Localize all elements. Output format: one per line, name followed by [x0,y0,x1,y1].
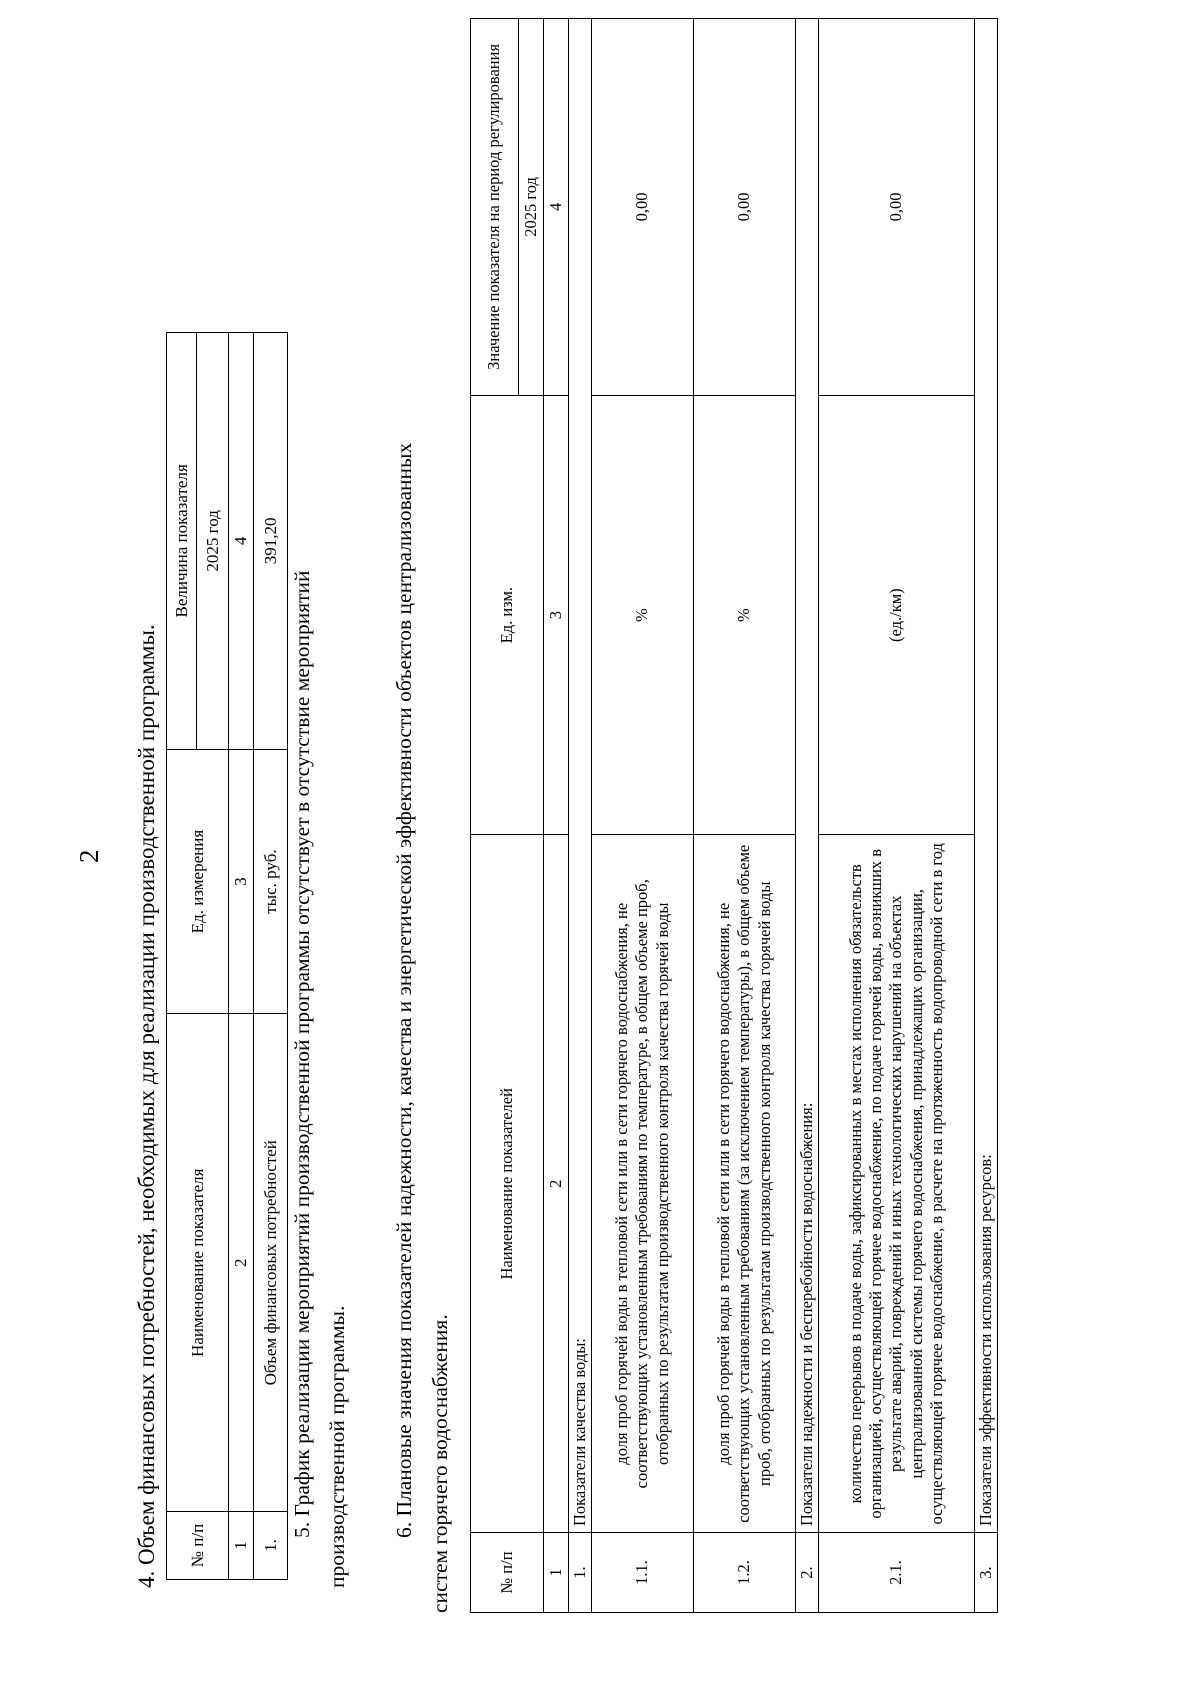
table6-row-num: 2. [796,1533,819,1613]
table6-header-year: 2025 год [519,19,544,396]
table6-row-value: 0,00 [819,19,975,396]
table6-row-num: 1.1. [592,1533,694,1613]
table4-row-value: 391,20 [254,333,288,750]
table6-header-value: Значение показателя на период регулирования [471,19,519,396]
table6-row-num: 1. [569,1533,592,1613]
table6-row-num: 1.2. [694,1533,796,1613]
table6-colnum: 2 [544,835,569,1533]
table4-colnum: 1 [229,1512,254,1580]
table6-row-value: 0,00 [694,19,796,396]
table4-row-num: 1. [254,1512,288,1580]
table4-header-value: Величина показателя [167,333,197,750]
table6-row-name: доля проб горячей воды в тепловой сети или в сети горячего водоснабжения, не соответствующих установленным требованиям по температуре, в общем объеме проб, отобранных по результатам производственного контроля качества горячей воды [592,835,694,1533]
table6-colnum: 3 [544,395,569,835]
table4-header-num: № п/п [167,1512,229,1580]
planned-indicators-table [470,18,998,1613]
table4-header-unit: Ед. измерения [167,749,229,1014]
table4-colnum: 4 [229,333,254,750]
table6-colnum: 1 [544,1533,569,1613]
table4-row-name: Объем финансовых потребностей [254,1014,288,1512]
table4-colnum: 2 [229,1014,254,1512]
table6-row-value: 0,00 [592,19,694,396]
table6-colnum: 4 [544,19,569,396]
table6-header-name: Наименование показателей [471,835,544,1533]
table6-header-unit: Ед. изм. [471,395,544,835]
section-5-line-2: производственной программы. [325,1305,349,1588]
section-6-line-2: систем горячего водоснабжения. [428,1314,452,1613]
table6-row-unit: (ед./км) [819,395,975,835]
section-6-line-1: 6. Плановые значения показателей надежности, качества и энергетической эффективности объектов централизованных [392,442,416,1538]
table6-row-num: 3. [975,1533,998,1613]
table6-row-num: 2.1. [819,1533,975,1613]
table6-row-unit: % [694,395,796,835]
section-5-line-1: 5. График реализации мероприятий производственной программы отсутствует в отсутствие мероприятий [290,570,314,1538]
table6-row-name: количество перерывов в подаче воды, зафиксированных в местах исполнения обязательств организацией, осуществляющей горячее водоснабжение, по подаче горячей воды, возникших в результате аварий, повреждений и иных технологических нарушений на объектах централизованной системы горячего водоснабжения, принадлежащих организации, осуществляющей горячее водоснабжение, в расчете на протяженность водопроводной сети в год [819,835,975,1533]
table6-group-label: Показатели эффективности использования ресурсов: [975,19,998,1533]
table4-header-year: 2025 год [197,333,229,750]
table6-group-label: Показатели надежности и бесперебойности водоснабжения: [796,19,819,1533]
table6-header-num: № п/п [471,1533,544,1613]
page-number: 2 [74,849,104,863]
table6-row-name: доля проб горячей воды в тепловой сети или в сети горячего водоснабжения, не соответствующих установленным требованиям (за исключением температуры), в общем объеме проб, отобранных по результатам производственного контроля качества горячей воды [694,835,796,1533]
table6-group-label: Показатели качества воды: [569,19,592,1533]
table6-row-unit: % [592,395,694,835]
section-4-heading: 4. Объем финансовых потребностей, необходимых для реализации производственной программы. [134,624,159,1588]
financial-needs-table [166,332,288,1580]
table4-header-name: Наименование показателя [167,1014,229,1512]
table4-row-unit: тыс. руб. [254,749,288,1014]
table4-colnum: 3 [229,749,254,1014]
